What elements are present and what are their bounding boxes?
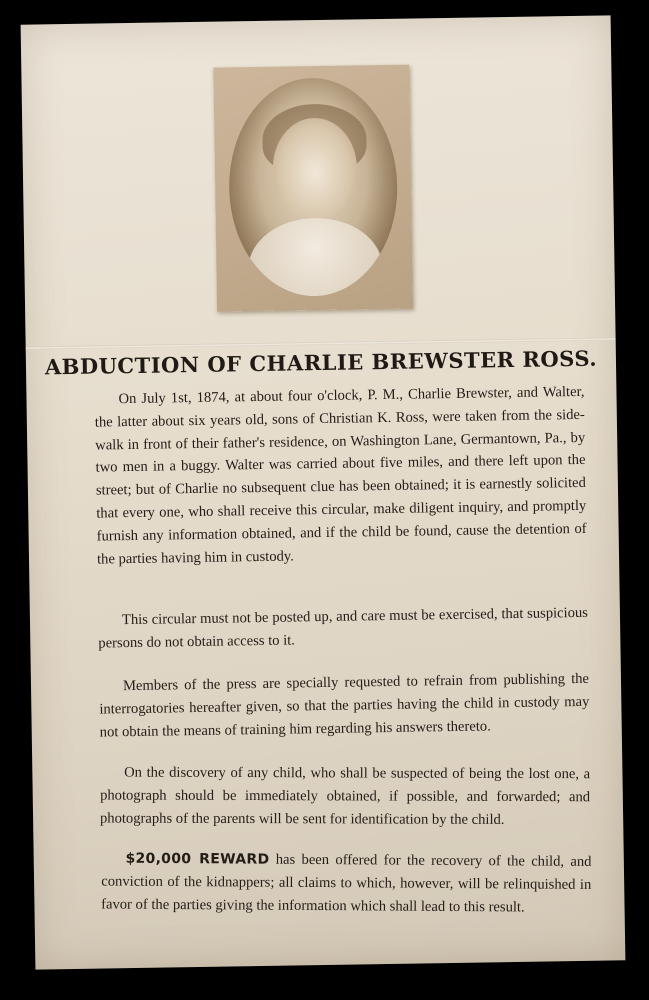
portrait-oval — [228, 77, 399, 298]
paragraph-reward — [101, 848, 591, 920]
paragraph-photograph-instructions: On the discovery of any child, who shall be suspected of being the lost one, a photograph should be immediately obtained, if possible, and forwarded; and photographs of the parents will be sent for identification by the child. — [99, 764, 591, 828]
portrait-face — [272, 117, 358, 218]
paragraph-press-request: Members of the press are specially requested to refrain from publishing the interrogatories hereafter given, so that the parties having the child in custody may not obtain the means of training him regarding his answers thereto. — [99, 670, 590, 741]
portrait-body — [248, 217, 384, 297]
reward-amount: $20,000 REWARD — [125, 850, 270, 868]
document-title: ABDUCTION OF CHARLIE BREWSTER ROSS. — [44, 345, 598, 380]
reward-details: has been offered for the recovery of the child, and conviction of the kidnappers; all claims to which, however, will be relinquished in favor of the parties giving the information which shall lead to this result. — [101, 851, 592, 916]
paragraph-abduction-account: On July 1st, 1874, at about four o'clock, P. M., Charlie Brewster, and Walter, the latter about six years old, sons of Christian K. Ross, were taken from the side-walk in front of their father's residence, on Washington Lane, Germantown, Pa., by two men in a buggy. Walter was carried about five miles, and there left upon the street; but of Charlie no subsequent clue has been obtained; it is earnestly solicited that every one, who shall receive this circular, make diligent inquiry, and promptly furnish any information obtained, and if the child be found, cause the detention of the parties having him in custody. — [94, 383, 587, 568]
child-photograph — [213, 65, 413, 312]
circular-paper — [21, 15, 626, 969]
paragraph-posting-notice: This circular must not be posted up, and care must be exercised, that suspicious persons do not obtain access to it. — [98, 604, 589, 652]
